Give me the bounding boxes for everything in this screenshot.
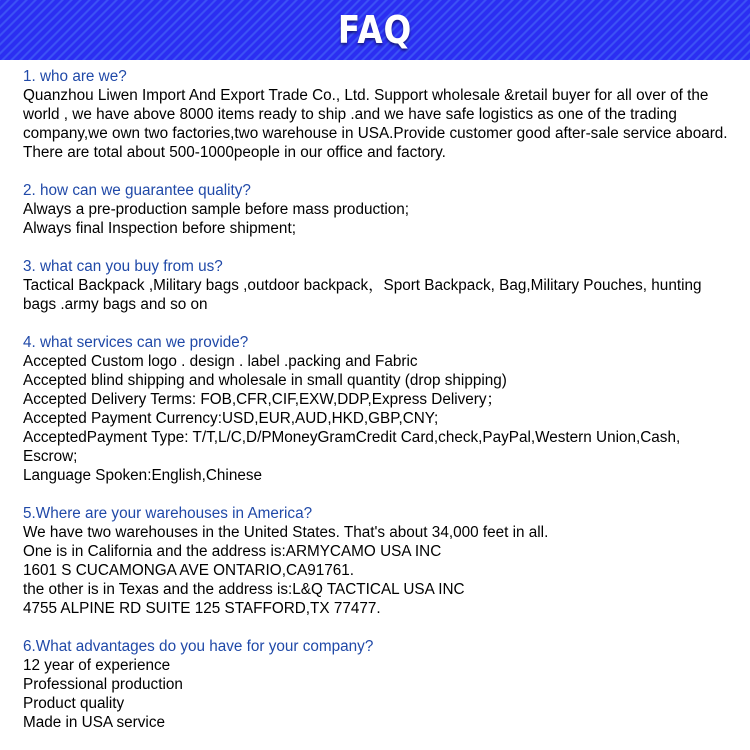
faq-answer-line: 4755 ALPINE RD SUITE 125 STAFFORD,TX 77477. — [23, 600, 381, 617]
faq-answer-line: AcceptedPayment Type: T/T,L/C,D/PMoneyGramCredit Card,check,PayPal,Western Union,Cash, Escrow; — [23, 429, 681, 465]
faq-section — [23, 504, 738, 618]
faq-question: 5.Where are your warehouses in America? — [23, 505, 313, 522]
faq-answer-line: Always final Inspection before shipment; — [23, 220, 296, 237]
faq-banner — [0, 0, 750, 60]
faq-answer-line: Made in USA service — [23, 714, 165, 731]
faq-question: 6.What advantages do you have for your company? — [23, 638, 374, 655]
faq-answer-line: 1601 S CUCAMONGA AVE ONTARIO,CA91761. — [23, 562, 354, 579]
faq-answer-line: We have two warehouses in the United States. That's about 34,000 feet in all. — [23, 524, 549, 541]
faq-answer-line: Professional production — [23, 676, 183, 693]
faq-answer-line: One is in California and the address is:ARMYCAMO USA INC — [23, 543, 442, 560]
faq-answer-line: 12 year of experience — [23, 657, 171, 674]
faq-answer-line: Product quality — [23, 695, 125, 712]
banner-title: FAQ — [337, 8, 413, 52]
faq-section — [23, 67, 738, 162]
faq-answer-line: Accepted blind shipping and wholesale in small quantity (drop shipping) — [23, 372, 507, 389]
faq-answer-line: Always a pre-production sample before mass production; — [23, 201, 410, 218]
faq-answer-line: Accepted Payment Currency:USD,EUR,AUD,HKD,GBP,CNY; — [23, 410, 439, 427]
faq-answer-line: Tactical Backpack ,Military bags ,outdoor backpack，Sport Backpack, Bag,Military Pouches, hunting bags .army bags and so on — [23, 277, 702, 313]
faq-answer-line: Accepted Custom logo . design . label .packing and Fabric — [23, 353, 418, 370]
faq-section — [23, 181, 738, 238]
faq-answer-line: the other is in Texas and the address is:L&Q TACTICAL USA INC — [23, 581, 465, 598]
faq-answer-line: Accepted Delivery Terms: FOB,CFR,CIF,EXW,DDP,Express Delivery； — [23, 391, 502, 408]
faq-answer-line: Quanzhou Liwen Import And Export Trade Co., Ltd. Support wholesale &retail buyer for all over of the world , we have above 8000 items ready to ship .and we have safe logistics as one of the trading company,we own two factories,two warehouse in USA.Provide customer good after-sale service aboard. There are total about 500-1000people in our office and factory. — [23, 87, 728, 161]
faq-question: 1. who are we? — [23, 68, 127, 85]
faq-question: 3. what can you buy from us? — [23, 258, 223, 275]
faq-list — [23, 67, 738, 750]
faq-answer-line: Language Spoken:English,Chinese — [23, 467, 262, 484]
faq-section — [23, 333, 738, 485]
faq-section — [23, 637, 738, 732]
faq-question: 4. what services can we provide? — [23, 334, 249, 351]
faq-section — [23, 257, 738, 314]
faq-question: 2. how can we guarantee quality? — [23, 182, 251, 199]
